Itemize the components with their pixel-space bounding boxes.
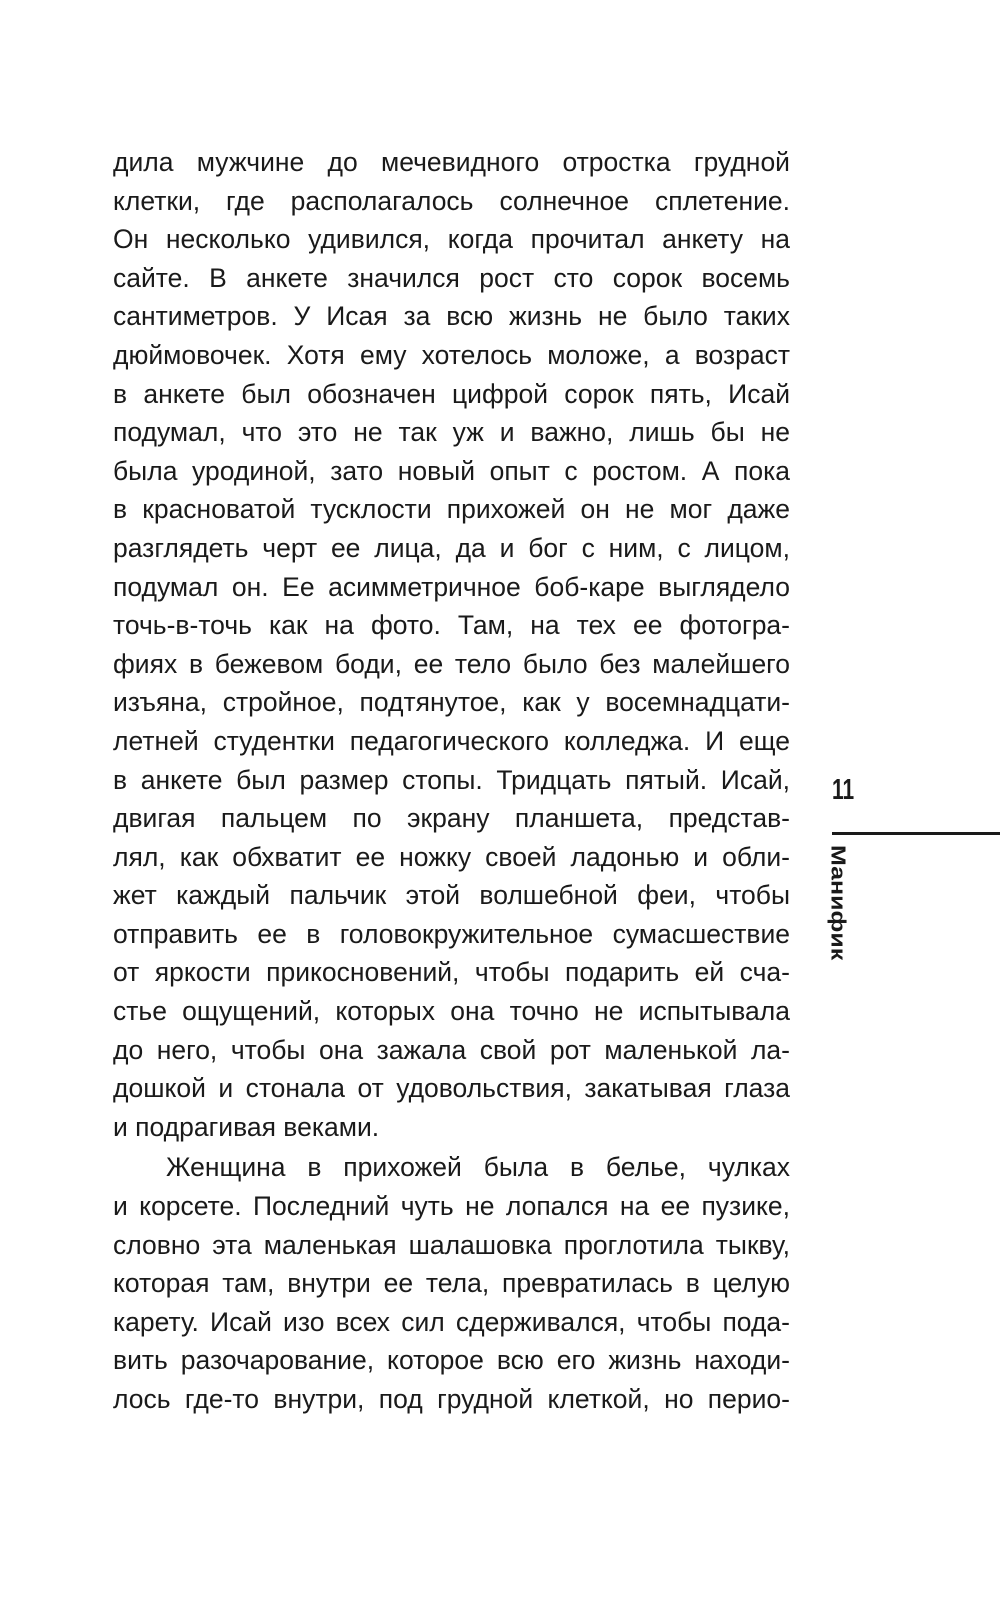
text-line: клетки, где располагалось солнечное сплетение. (113, 185, 790, 216)
text-line: в красноватой тусклости прихожей он не мог даже (113, 494, 790, 525)
text-line: была уродиной, зато новый опыт с ростом. А пока (113, 455, 790, 486)
text-line: отправить ее в головокружительное сумасшествие (113, 918, 790, 949)
text-line: фиях в бежевом боди, ее тело было без малейшего (113, 648, 790, 679)
text-line: вить разочарование, которое всю его жизнь находи- (113, 1345, 790, 1376)
text-line: Женщина в прихожей была в белье, чулках (166, 1152, 790, 1183)
text-line: словно эта маленькая шалашовка проглотила тыкву, (113, 1229, 790, 1260)
text-line: и корсете. Последний чуть не лопался на ее пузике, (113, 1191, 790, 1222)
text-line: в анкете был размер стопы. Тридцать пятый. Исай, (113, 764, 790, 795)
text-line: дила мужчине до мечевидного отростка грудной (113, 147, 790, 177)
text-line: дошкой и стонала от удовольствия, закатывая глаза (113, 1073, 790, 1104)
text-line: карету. Исай изо всех сил сдерживался, чтобы пода- (113, 1306, 790, 1337)
page-number: 11 (832, 774, 855, 806)
text-line: от яркости прикосновений, чтобы подарить ей сча- (113, 957, 790, 988)
text-line: разглядеть черт ее лица, да и бог с ним, с лицом, (113, 532, 790, 563)
text-line: которая там, внутри ее тела, превратилась в целую (113, 1268, 790, 1299)
text-line: сантиметров. У Исая за всю жизнь не было таких (113, 301, 790, 332)
text-line: изъяна, стройное, подтянутое, как у восемнадцати- (113, 687, 790, 718)
text-line: лось где-то внутри, под грудной клеткой, но перио- (113, 1384, 790, 1414)
text-line: жет каждый пальчик этой волшебной феи, чтобы (113, 880, 790, 911)
text-line: Он несколько удивился, когда прочитал анкету на (113, 224, 790, 255)
body-text (113, 143, 790, 1419)
text-line: до него, чтобы она зажала свой рот маленькой ла- (113, 1034, 790, 1065)
text-line: точь-в-точь как на фото. Там, на тех ее фотогра- (113, 610, 790, 641)
text-line: подумал он. Ее асимметричное боб-каре выглядело (113, 571, 790, 602)
text-line: лял, как обхватит ее ножку своей ладонью и обли- (113, 841, 790, 872)
text-line: двигая пальцем по экрану планшета, представ- (113, 803, 790, 834)
text-line: в анкете был обозначен цифрой сорок пять, Исай (113, 378, 790, 409)
text-line: сайте. В анкете значился рост сто сорок восемь (113, 262, 790, 293)
text-line: летней студентки педагогического колледжа. И еще (113, 725, 790, 756)
margin-rule (832, 832, 1000, 835)
text-line: подумал, что это не так уж и важно, лишь бы не (113, 417, 790, 448)
running-title: Манифик (826, 845, 850, 961)
paragraph-1 (113, 143, 790, 1146)
text-line: стье ощущений, которых она точно не испытывала (113, 996, 790, 1027)
text-line: дюймовочек. Хотя ему хотелось моложе, а возраст (113, 339, 790, 370)
text-line: и подрагивая веками. (113, 1111, 380, 1142)
paragraph-2 (113, 1148, 790, 1418)
